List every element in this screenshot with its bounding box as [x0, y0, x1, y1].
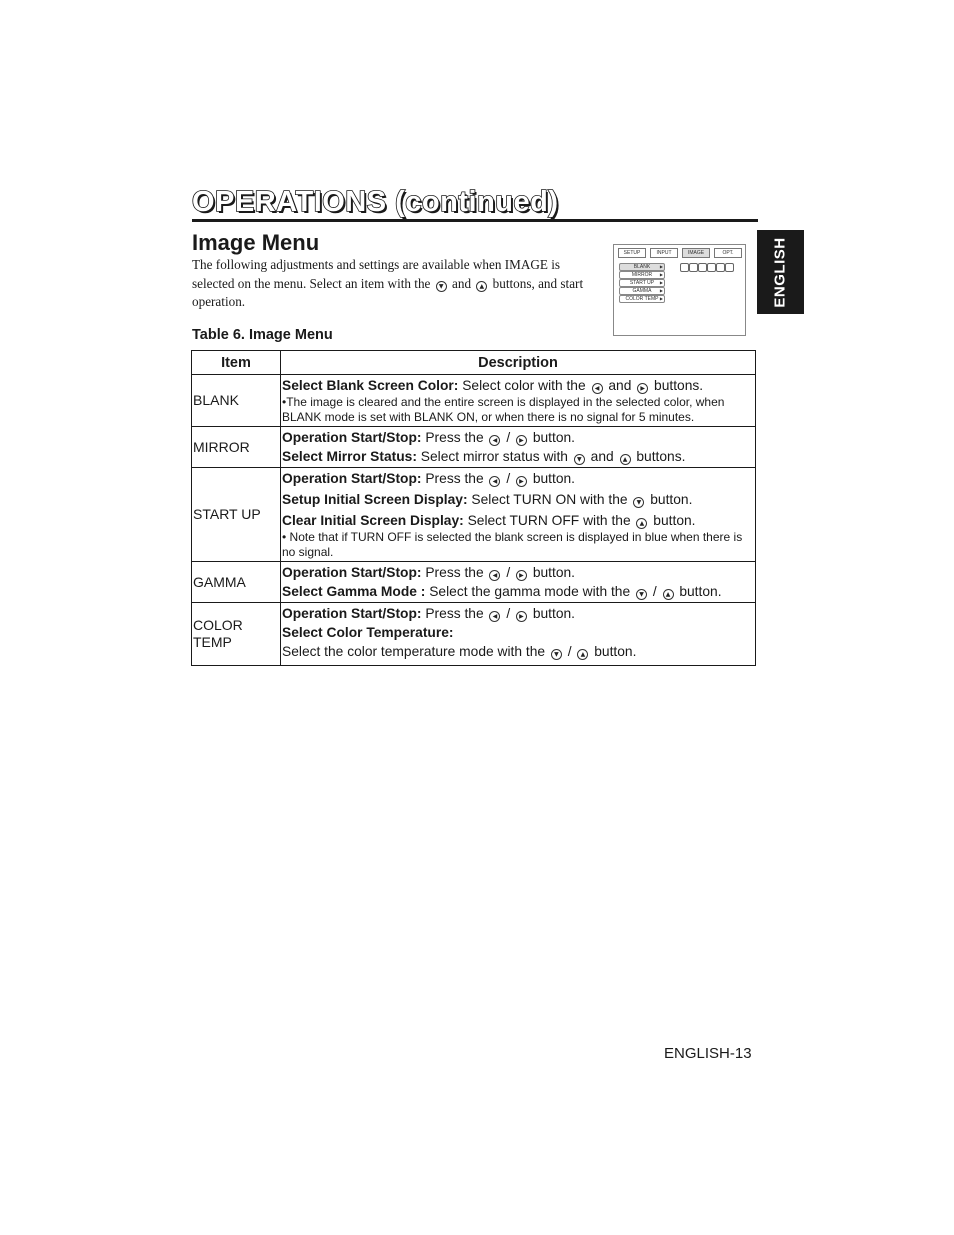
language-side-label — [757, 230, 804, 314]
desc-text: Select the color temperature mode with the — [282, 644, 546, 659]
down-button-icon: ▼ — [551, 649, 562, 660]
intro-paragraph — [192, 256, 592, 312]
desc-end: button. — [528, 565, 576, 580]
desc-label: Clear Initial Screen Display: — [282, 513, 464, 528]
up-button-icon: ▲ — [577, 649, 588, 660]
desc-line — [282, 623, 754, 642]
item-cell — [192, 603, 281, 666]
desc-connector: / — [502, 471, 514, 486]
osd-item-startup: START UP ▶ — [619, 279, 665, 287]
left-button-icon: ◀ — [489, 476, 500, 487]
description-cell — [281, 468, 756, 562]
osd-color-swatch — [707, 263, 716, 272]
desc-connector: / — [502, 565, 514, 580]
right-button-icon: ▶ — [637, 383, 648, 394]
desc-label: Operation Start/Stop: — [282, 606, 422, 621]
osd-color-swatch — [698, 263, 707, 272]
left-button-icon: ◀ — [592, 383, 603, 394]
desc-end: button. — [646, 492, 693, 507]
desc-text: Select TURN OFF with the — [463, 513, 631, 528]
desc-line — [282, 376, 754, 395]
osd-color-swatch — [725, 263, 734, 272]
header-rule — [192, 219, 758, 222]
desc-end: button. — [528, 606, 576, 621]
column-header-item: Item — [192, 351, 281, 375]
up-button-icon: ▲ — [636, 518, 647, 529]
desc-label: Setup Initial Screen Display: — [282, 492, 468, 507]
desc-line — [282, 428, 754, 447]
desc-line — [282, 447, 754, 466]
image-menu-table — [191, 350, 756, 666]
desc-connector: / — [563, 644, 576, 659]
item-cell: BLANK — [192, 375, 281, 427]
page-header-title: OPERATIONS (continued) — [192, 186, 559, 218]
right-button-icon: ▶ — [516, 611, 527, 622]
up-button-icon: ▲ — [620, 454, 631, 465]
left-button-icon: ◀ — [489, 435, 500, 446]
item-cell: GAMMA — [192, 562, 281, 603]
item-cell: MIRROR — [192, 427, 281, 468]
osd-menu-illustration — [613, 244, 746, 336]
table-row — [192, 375, 756, 427]
desc-text: Select mirror status with — [416, 449, 568, 464]
down-button-icon: ▼ — [633, 497, 644, 508]
table-row — [192, 468, 756, 562]
desc-line — [282, 563, 754, 582]
osd-item-colortemp: COLOR TEMP ▶ — [619, 295, 665, 303]
left-button-icon: ◀ — [489, 611, 500, 622]
desc-label: Select Blank Screen Color: — [282, 378, 459, 393]
osd-color-swatch — [716, 263, 725, 272]
right-button-icon: ▶ — [516, 435, 527, 446]
intro-text-1: The following adjustments and settings are available when IMAGE is selected on the menu. Select an item with the — [192, 257, 561, 291]
right-button-icon: ▶ — [516, 570, 527, 581]
table-row — [192, 427, 756, 468]
desc-line — [282, 469, 754, 488]
osd-color-swatch — [689, 263, 698, 272]
osd-tab-image: IMAGE — [682, 248, 710, 258]
desc-text: Select color with the — [458, 378, 586, 393]
desc-connector: and — [586, 449, 618, 464]
table-caption: Table 6. Image Menu — [192, 327, 333, 343]
osd-color-swatch — [680, 263, 689, 272]
desc-text: Press the — [421, 471, 484, 486]
down-button-icon: ▼ — [436, 281, 447, 292]
desc-end: button. — [528, 471, 576, 486]
description-cell — [281, 562, 756, 603]
up-button-icon: ▲ — [663, 589, 674, 600]
table-row — [192, 603, 756, 666]
desc-note: •The image is cleared and the entire screen is displayed in the selected color, when BLANK mode is set with BLANK ON, or when there is no signal for 5 minutes. — [282, 395, 725, 424]
item-label-line: TEMP — [193, 634, 232, 650]
desc-text: Press the — [421, 606, 484, 621]
description-cell — [281, 603, 756, 666]
down-button-icon: ▼ — [636, 589, 647, 600]
desc-connector: / — [502, 606, 514, 621]
side-tab-text: ENGLISH — [772, 236, 789, 308]
desc-label: Select Mirror Status: — [282, 449, 417, 464]
osd-item-blank: BLANK ▶ — [619, 263, 665, 271]
desc-line — [282, 582, 754, 601]
intro-and: and — [452, 275, 472, 291]
description-cell — [281, 427, 756, 468]
desc-line — [282, 642, 754, 661]
item-label-line: COLOR — [193, 617, 243, 633]
osd-item-gamma: GAMMA ▶ — [619, 287, 665, 295]
desc-end: button. — [649, 513, 696, 528]
down-button-icon: ▼ — [574, 454, 585, 465]
right-button-icon: ▶ — [516, 476, 527, 487]
desc-text: Select TURN ON with the — [467, 492, 628, 507]
osd-tab-setup: SETUP — [618, 248, 646, 258]
osd-item-mirror: MIRROR ▶ — [619, 271, 665, 279]
column-header-description: Description — [281, 351, 756, 375]
desc-label: Operation Start/Stop: — [282, 565, 422, 580]
desc-line — [282, 604, 754, 623]
desc-note: • Note that if TURN OFF is selected the blank screen is displayed in blue when there is no signal. — [282, 530, 743, 559]
desc-line — [282, 490, 754, 509]
desc-connector: and — [604, 378, 636, 393]
desc-line — [282, 511, 754, 530]
intro-text-2: buttons, and start operation. — [192, 275, 584, 309]
description-cell — [281, 375, 756, 427]
table-row — [192, 562, 756, 603]
item-cell: START UP — [192, 468, 281, 562]
desc-text: Press the — [421, 565, 484, 580]
left-button-icon: ◀ — [489, 570, 500, 581]
osd-tab-opt: OPT. — [714, 248, 742, 258]
up-button-icon: ▲ — [476, 281, 487, 292]
desc-end: button. — [590, 644, 637, 659]
desc-label: Select Gamma Mode : — [282, 584, 426, 599]
desc-text: Press the — [421, 430, 484, 445]
desc-end: button. — [528, 430, 576, 445]
desc-label: Operation Start/Stop: — [282, 471, 422, 486]
page-number: ENGLISH-13 — [664, 1045, 752, 1062]
desc-connector: / — [502, 430, 514, 445]
section-title: Image Menu — [192, 230, 320, 255]
osd-tab-input: INPUT — [650, 248, 678, 258]
table-header-row — [192, 351, 756, 375]
desc-label: Operation Start/Stop: — [282, 430, 422, 445]
desc-end: button. — [675, 584, 722, 599]
desc-label: Select Color Temperature: — [282, 625, 454, 640]
desc-connector: / — [649, 584, 661, 599]
desc-end: buttons. — [632, 449, 686, 464]
desc-end: buttons. — [650, 378, 704, 393]
desc-text: Select the gamma mode with the — [425, 584, 631, 599]
